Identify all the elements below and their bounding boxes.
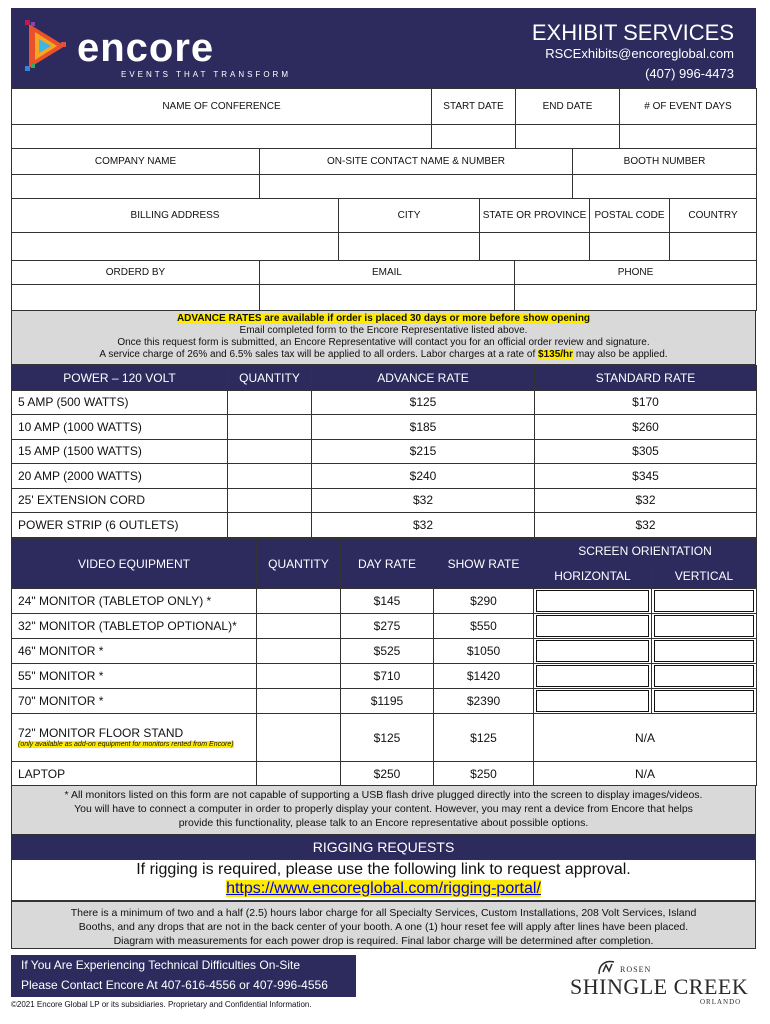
standard-col-header: STANDARD RATE: [535, 366, 757, 391]
monitor-stand-cell: [12, 714, 257, 762]
table-row: [12, 614, 757, 639]
vertical-checkbox[interactable]: [654, 640, 754, 662]
state-label: STATE OR PROVINCE: [480, 199, 590, 233]
ordered-by-label: ORDERD BY: [12, 261, 260, 285]
venue-name: SHINGLE CREEK: [570, 974, 749, 999]
power-item: 25' EXTENSION CORD: [12, 488, 228, 513]
advance-col-header: ADVANCE RATE: [312, 366, 535, 391]
day-rate: $710: [341, 664, 434, 689]
power-item: 20 AMP (2000 WATTS): [12, 464, 228, 489]
table-row: [12, 488, 757, 513]
video-item: 46" MONITOR *: [12, 639, 257, 664]
phone-field[interactable]: [515, 285, 757, 311]
vertical-checkbox[interactable]: [654, 690, 754, 712]
vertical-checkbox[interactable]: [654, 590, 754, 612]
table-row: [12, 464, 757, 489]
vertical-header: VERTICAL: [652, 564, 757, 589]
advance-rate: $32: [312, 513, 535, 538]
standard-rate: $260: [535, 415, 757, 440]
advance-rate: $240: [312, 464, 535, 489]
rigging-text: If rigging is required, please use the following link to request approval.: [136, 861, 631, 878]
video-quantity-header: QUANTITY: [257, 539, 341, 589]
power-item: 5 AMP (500 WATTS): [12, 390, 228, 415]
vertical-checkbox[interactable]: [654, 615, 754, 637]
event-days-field[interactable]: [620, 125, 757, 149]
quantity-field[interactable]: [228, 415, 312, 440]
table-row: [12, 689, 757, 714]
show-rate: $2390: [434, 689, 534, 714]
company-field[interactable]: [12, 175, 260, 199]
table-row: [12, 714, 757, 762]
venue-brand: ROSEN: [620, 965, 652, 974]
advance-line-1: Email completed form to the Encore Representative listed above.: [239, 325, 528, 336]
show-rate: $1420: [434, 664, 534, 689]
labor-note: [11, 901, 756, 949]
show-rate-header: SHOW RATE: [434, 539, 534, 589]
horizontal-checkbox[interactable]: [536, 590, 649, 612]
horizontal-checkbox[interactable]: [536, 665, 649, 687]
show-rate: $125: [434, 714, 534, 762]
order-info-table: [11, 260, 757, 311]
page-title: EXHIBIT SERVICES: [531, 20, 734, 45]
power-item: 15 AMP (1500 WATTS): [12, 439, 228, 464]
billing-info-table: [11, 198, 757, 261]
table-row: [12, 513, 757, 538]
video-item: LAPTOP: [12, 762, 257, 786]
day-rate: $1195: [341, 689, 434, 714]
labor-line-1: There is a minimum of two and a half (2.5) hours labor charge for all Specialty Services, Custom Installations, 208 Volt Services, Island: [70, 907, 697, 919]
show-rate: $1050: [434, 639, 534, 664]
onsite-contact-label: ON-SITE CONTACT NAME & NUMBER: [260, 149, 573, 175]
company-info-table: [11, 148, 757, 199]
advance-rate: $125: [312, 390, 535, 415]
quantity-field[interactable]: [257, 714, 341, 762]
note-line-1: * All monitors listed on this form are not capable of supporting a USB flash drive plugged directly into the screen to display images/videos.: [64, 789, 703, 801]
advance-headline: ADVANCE RATES are available if order is placed 30 days or more before show opening: [176, 313, 591, 324]
contact-phone: (407) 996-4473: [645, 66, 734, 81]
horizontal-checkbox[interactable]: [536, 690, 649, 712]
standard-rate: $170: [535, 390, 757, 415]
booth-label: BOOTH NUMBER: [573, 149, 757, 175]
country-field[interactable]: [670, 233, 757, 261]
labor-rate: $135/hr: [538, 349, 574, 360]
orientation-na: N/A: [534, 762, 757, 786]
end-date-label: END DATE: [516, 89, 620, 125]
video-table: [11, 538, 757, 786]
video-item: 72" MONITOR FLOOR STAND: [18, 726, 184, 740]
show-rate: $290: [434, 589, 534, 614]
booth-field[interactable]: [573, 175, 757, 199]
table-row: [12, 664, 757, 689]
horizontal-checkbox[interactable]: [536, 640, 649, 662]
header-banner: [11, 8, 756, 88]
table-row: [12, 589, 757, 614]
quantity-field[interactable]: [228, 439, 312, 464]
quantity-field[interactable]: [257, 664, 341, 689]
phone-label: PHONE: [515, 261, 757, 285]
video-item: 55" MONITOR *: [12, 664, 257, 689]
advance-line-3: A service charge of 26% and 6.5% sales tax will be applied to all orders. Labor charges at a rate of: [99, 349, 536, 360]
billing-label: BILLING ADDRESS: [12, 199, 339, 233]
support-line-2: Please Contact Encore At 407-616-4556 or 407-996-4556: [21, 978, 328, 992]
advance-line-3-end: may also be applied.: [575, 349, 668, 360]
day-rate-header: DAY RATE: [341, 539, 434, 589]
brand-tagline: EVENTS THAT TRANSFORM: [121, 70, 291, 79]
rigging-header: RIGGING REQUESTS: [11, 835, 756, 859]
horizontal-header: HORIZONTAL: [534, 564, 652, 589]
advance-rate: $32: [312, 488, 535, 513]
city-label: CITY: [339, 199, 480, 233]
onsite-contact-field[interactable]: [260, 175, 573, 199]
advance-rate: $215: [312, 439, 535, 464]
event-days-label: # OF EVENT DAYS: [620, 89, 757, 125]
standard-rate: $345: [535, 464, 757, 489]
standard-rate: $32: [535, 488, 757, 513]
labor-line-3: Diagram with measurements for each power drop is required. Final labor charge will be determined after completion.: [113, 935, 654, 947]
show-rate: $250: [434, 762, 534, 786]
company-label: COMPANY NAME: [12, 149, 260, 175]
table-row: [12, 390, 757, 415]
video-col-header: VIDEO EQUIPMENT: [12, 539, 257, 589]
start-date-field[interactable]: [432, 125, 516, 149]
power-item: POWER STRIP (6 OUTLETS): [12, 513, 228, 538]
quantity-field[interactable]: [228, 488, 312, 513]
start-date-label: START DATE: [432, 89, 516, 125]
power-table: [11, 365, 757, 538]
conference-field[interactable]: [12, 125, 432, 149]
contact-email[interactable]: RSCExhibits@encoreglobal.com: [545, 46, 734, 61]
table-row: [12, 762, 757, 786]
advance-line-2: Once this request form is submitted, an Encore Representative will contact you for an official order review and signature.: [117, 337, 650, 348]
monitor-note: [11, 785, 756, 835]
ordered-by-field[interactable]: [12, 285, 260, 311]
postal-label: POSTAL CODE: [590, 199, 670, 233]
quantity-field[interactable]: [257, 762, 341, 786]
horizontal-checkbox[interactable]: [536, 615, 649, 637]
quantity-field[interactable]: [257, 589, 341, 614]
note-line-3: provide this functionality, please talk to an Encore representative about possible options.: [178, 817, 589, 829]
rigging-portal-link[interactable]: https://www.encoreglobal.com/rigging-portal/: [226, 880, 541, 897]
note-line-2: You will have to connect a computer in order to properly display your content. However, you may rent a device from Encore that helps: [74, 803, 693, 815]
quantity-field[interactable]: [228, 464, 312, 489]
state-field[interactable]: [480, 233, 590, 261]
venue-city: ORLANDO: [700, 998, 742, 1006]
orientation-na: N/A: [534, 714, 757, 762]
day-rate: $250: [341, 762, 434, 786]
video-item: 70" MONITOR *: [12, 689, 257, 714]
email-field[interactable]: [260, 285, 515, 311]
table-row: [12, 415, 757, 440]
email-label: EMAIL: [260, 261, 515, 285]
orientation-header: SCREEN ORIENTATION: [534, 539, 757, 564]
standard-rate: $305: [535, 439, 757, 464]
support-contact-box: [11, 955, 356, 997]
brand-wordmark: encore: [77, 26, 215, 70]
country-label: COUNTRY: [670, 199, 757, 233]
video-item: 32" MONITOR (TABLETOP OPTIONAL)*: [12, 614, 257, 639]
day-rate: $275: [341, 614, 434, 639]
quantity-field[interactable]: [257, 614, 341, 639]
quantity-field[interactable]: [257, 639, 341, 664]
day-rate: $145: [341, 589, 434, 614]
stand-note: (only available as add-on equipment for monitors rented from Encore): [18, 741, 234, 748]
quantity-field[interactable]: [228, 513, 312, 538]
video-item: 24" MONITOR (TABLETOP ONLY) *: [12, 589, 257, 614]
rigging-section: [11, 859, 756, 901]
encore-logo-icon: [25, 20, 71, 72]
quantity-field[interactable]: [257, 689, 341, 714]
day-rate: $125: [341, 714, 434, 762]
venue-logo: [570, 958, 760, 1008]
city-field[interactable]: [339, 233, 480, 261]
day-rate: $525: [341, 639, 434, 664]
quantity-field[interactable]: [228, 390, 312, 415]
end-date-field[interactable]: [516, 125, 620, 149]
power-col-header: POWER – 120 VOLT: [12, 366, 228, 391]
billing-field[interactable]: [12, 233, 339, 261]
table-row: [12, 439, 757, 464]
conference-info-table: [11, 88, 757, 149]
table-row: [12, 639, 757, 664]
conference-label: NAME OF CONFERENCE: [12, 89, 432, 125]
standard-rate: $32: [535, 513, 757, 538]
support-line-1: If You Are Experiencing Technical Difficulties On-Site: [21, 958, 301, 972]
labor-line-2: Booths, and any drops that are not in the back center of your booth. A one (1) hour reset fee will apply after lines have been placed.: [78, 921, 689, 933]
vertical-checkbox[interactable]: [654, 665, 754, 687]
copyright-footer: ©2021 Encore Global LP or its subsidiaries. Proprietary and Confidential Information.: [11, 1000, 312, 1009]
power-item: 10 AMP (1000 WATTS): [12, 415, 228, 440]
postal-field[interactable]: [590, 233, 670, 261]
show-rate: $550: [434, 614, 534, 639]
advance-rates-notice: [11, 310, 756, 365]
advance-rate: $185: [312, 415, 535, 440]
quantity-col-header: QUANTITY: [228, 366, 312, 391]
